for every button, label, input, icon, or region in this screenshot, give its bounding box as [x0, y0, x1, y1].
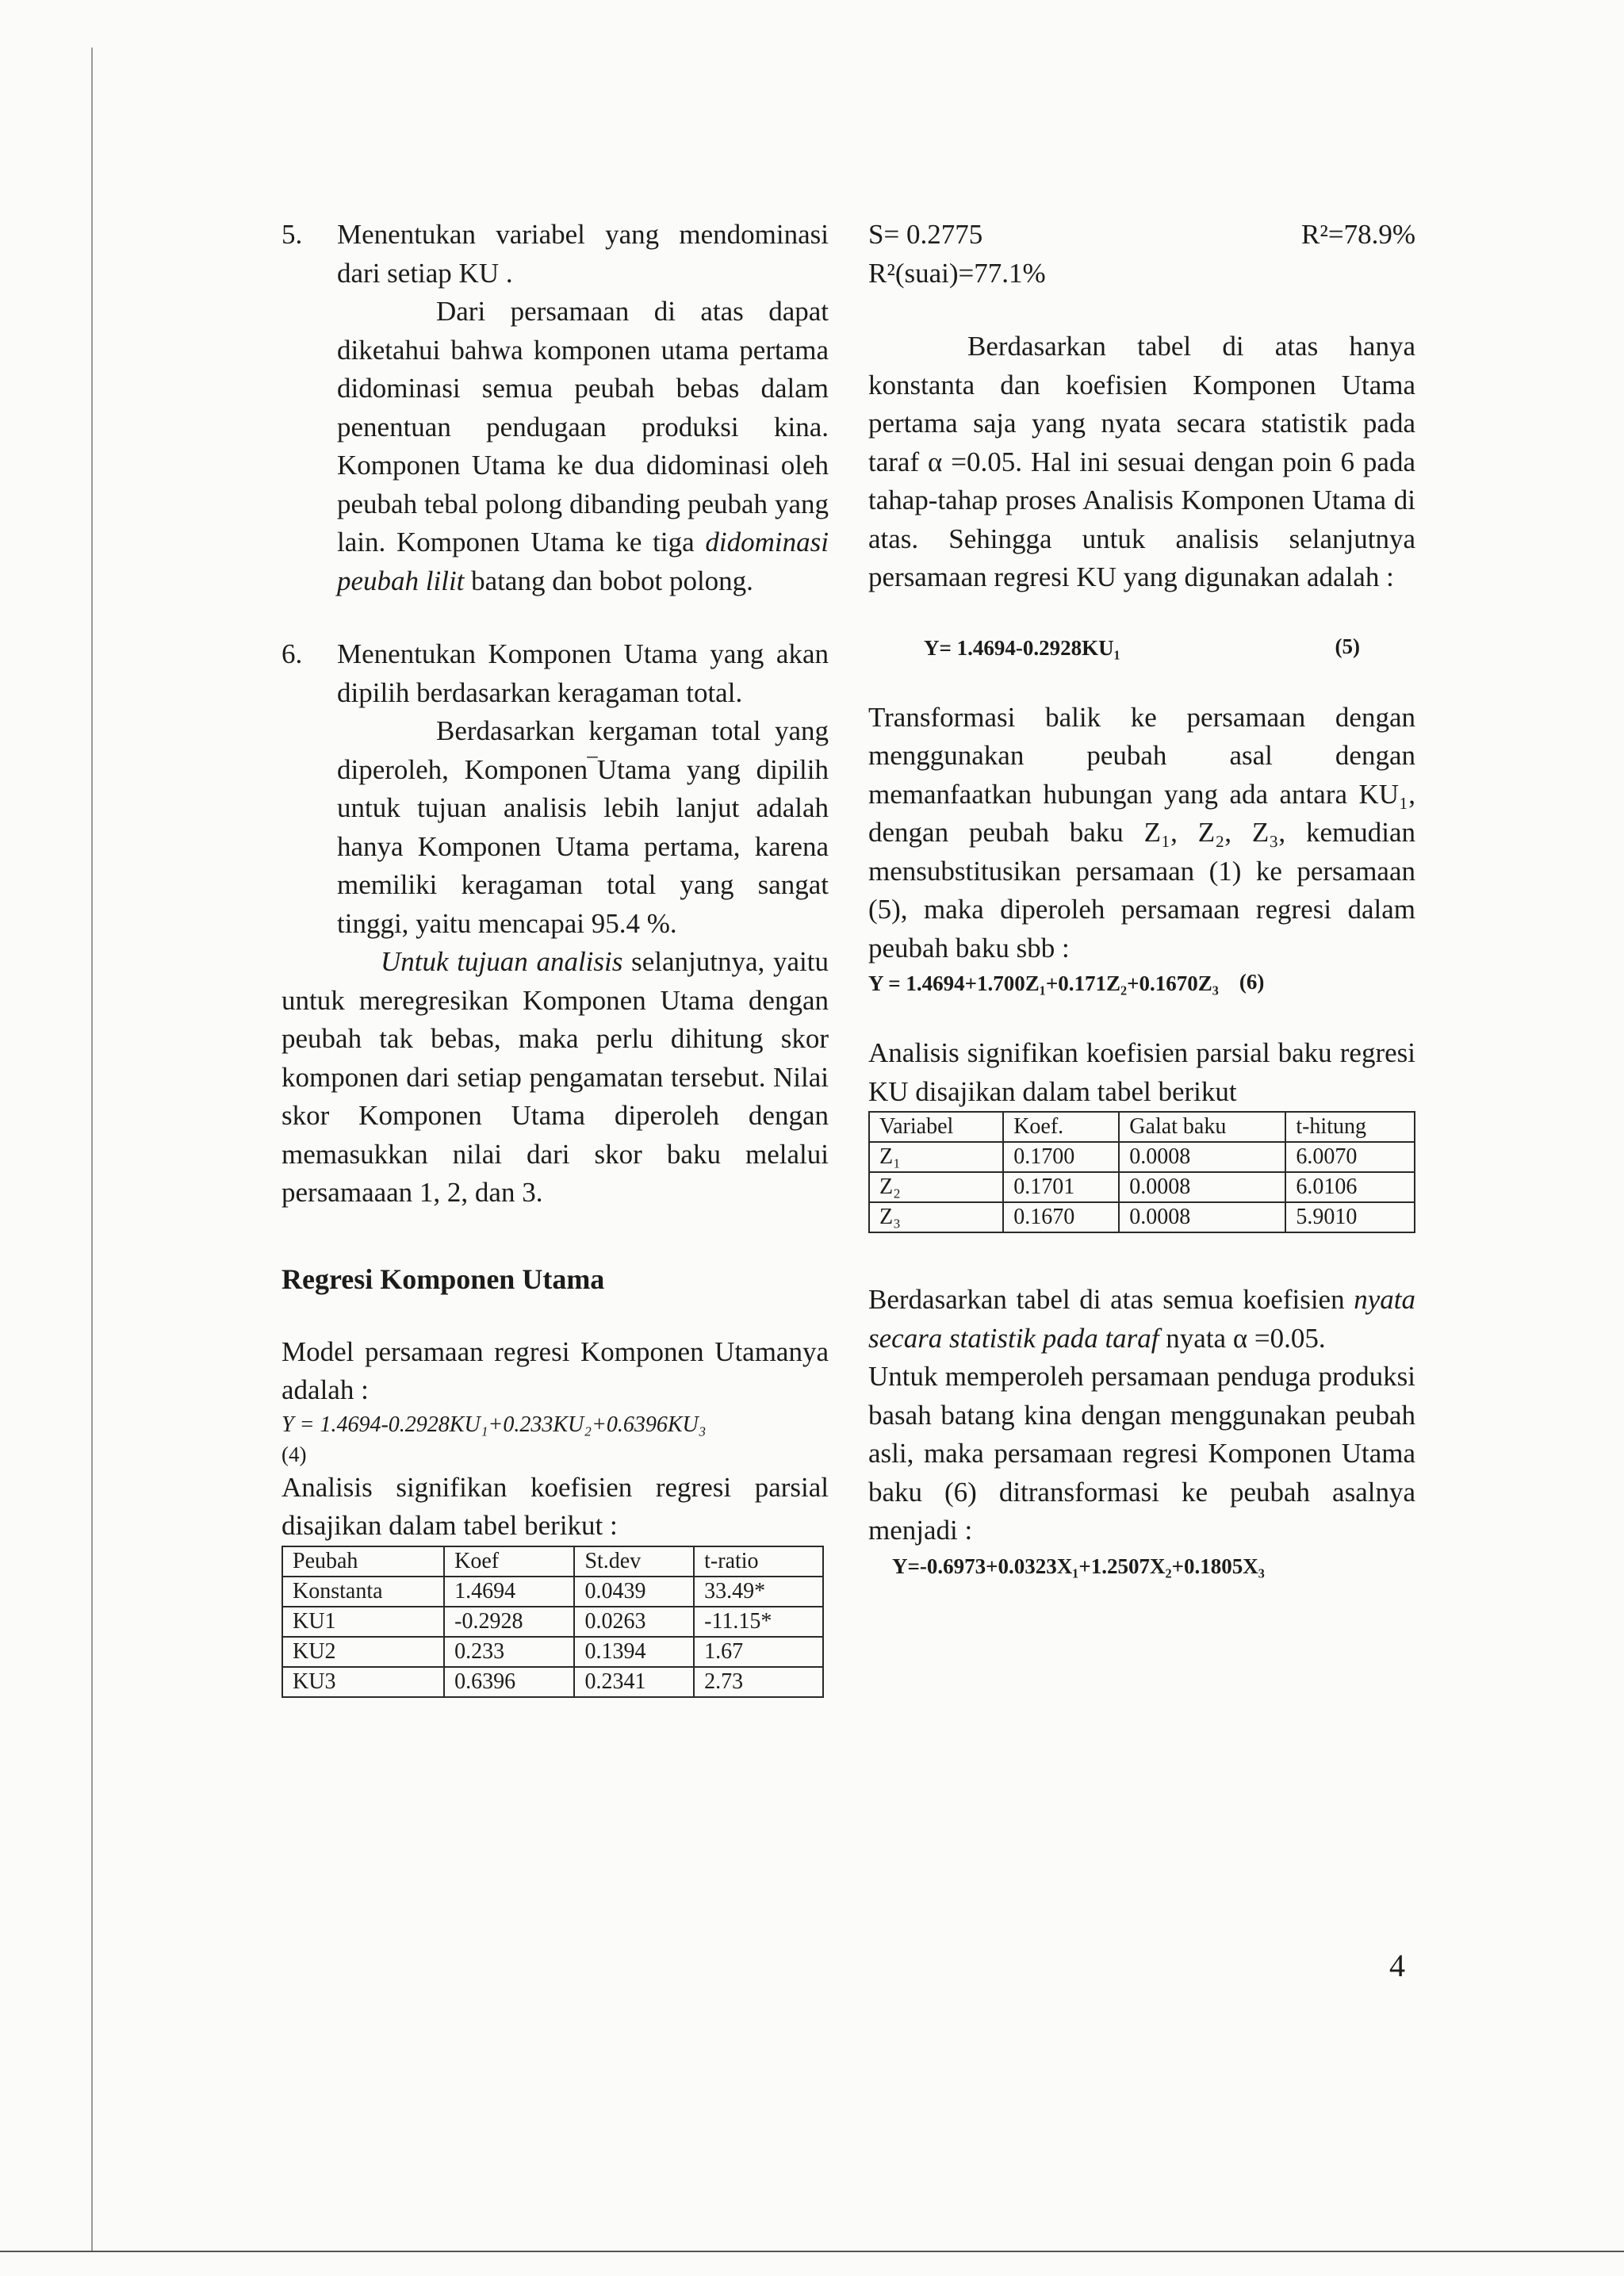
- equation-5-line: [868, 632, 1415, 664]
- table-cell: 5.9010: [1285, 1202, 1415, 1232]
- table-cell: 0.1701: [1003, 1172, 1119, 1202]
- based-on-table-paragraph: Berdasarkan tabel di atas hanya konstanta dan koefisien Komponen Utama pertama saja yang nyata secara statistik pada taraf α =0.05. Hal ini sesuai dengan poin 6 pada tahap-tahap proses Analisis Komponen Utama di atas. Sehingga untuk analisis selanjutnya persamaan regresi KU yang digunakan adalah :: [868, 331, 1415, 592]
- conclusion-paragraph: Berdasarkan tabel di atas semua koefisien nyata secara statistik pada taraf nyata α =0.05.: [868, 1284, 1415, 1354]
- table-row: [282, 1637, 823, 1667]
- equation-6-line: [868, 967, 1415, 999]
- table-cell: 0.0439: [574, 1577, 694, 1607]
- table-cell: 2.73: [694, 1667, 823, 1697]
- s-value: S= 0.2775: [868, 219, 983, 250]
- standardized-coefficient-table: [868, 1111, 1415, 1233]
- section-title: Regresi Komponen Utama: [282, 1263, 605, 1295]
- item-paragraph: Berdasarkan kergaman total yang diperoleh, Komponen‾Utama yang dipilih untuk tujuan analisis lebih lanjut adalah hanya Komponen Utama pertama, karena memiliki keragaman total yang sangat tinggi, yaitu mencapai 95.4 %.: [337, 715, 829, 939]
- final-paragraph: Untuk memperoleh persamaan penduga produksi basah batang kina dengan menggunakan peubah asli, maka persamaan regresi Komponen Utama baku (6) ditransformasi ke peubah asalnya menjadi :: [868, 1361, 1415, 1546]
- equation-6: Y = 1.4694+1.700Z₁+0.171Z₂+0.1670Z₃: [868, 971, 1219, 995]
- equation-4-number: (4): [282, 1442, 307, 1466]
- table-cell: 0.1394: [574, 1637, 694, 1667]
- equation-5-number: (5): [1335, 634, 1360, 658]
- item-heading: Menentukan Komponen Utama yang akan dipilih berdasarkan keragaman total.: [337, 638, 829, 708]
- table-cell: 1.67: [694, 1637, 823, 1667]
- equation-4: Y = 1.4694-0.2928KU₁+0.233KU₂+0.6396KU₃: [282, 1412, 707, 1437]
- item-heading: Menentukan variabel yang mendominasi dari setiap KU .: [337, 219, 829, 289]
- table-cell: -0.2928: [444, 1607, 574, 1637]
- analysis-paragraph: Analisis signifikan koefisien regresi parsial disajikan dalam tabel berikut :: [282, 1471, 829, 1541]
- table-cell: Konstanta: [282, 1577, 444, 1607]
- table-cell: KU3: [282, 1667, 444, 1697]
- table-cell: 1.4694: [444, 1577, 574, 1607]
- table-cell: 0.1670: [1003, 1202, 1119, 1232]
- table-header: St.dev: [574, 1546, 694, 1577]
- item-paragraph: Dari persamaan di atas dapat diketahui bahwa komponen utama pertama didominasi semua peubah bebas dalam penentuan pendugaan produksi kina. Komponen Utama ke dua didominasi oleh peubah tebal polong dibanding peubah yang lain. Komponen Utama ke tiga didominasi peubah lilit batang dan bobot polong.: [337, 296, 829, 596]
- list-item-5: [282, 216, 829, 600]
- equation-5: Y= 1.4694-0.2928KU₁: [924, 635, 1120, 660]
- table-header: Galat baku: [1119, 1112, 1285, 1142]
- table-cell: 0.0008: [1119, 1202, 1285, 1232]
- table-header: Koef: [444, 1546, 574, 1577]
- table-cell: 0.6396: [444, 1667, 574, 1697]
- r-squared-adjusted: R²(suai)=77.1%: [868, 257, 1046, 289]
- transform-paragraph: Transformasi balik ke persamaan dengan menggunakan peubah asal dengan memanfaatkan hubungan yang ada antara KU₁, dengan peubah baku Z₁, Z₂, Z₃, kemudian mensubstitusikan persamaan (1) ke persamaan (5), maka diperoleh persamaan regresi dalam peubah baku sbb :: [868, 701, 1415, 964]
- left-column: [282, 216, 829, 1698]
- table-cell: 0.2341: [574, 1667, 694, 1697]
- scan-margin-line: [91, 48, 93, 2252]
- table-header: t-hitung: [1285, 1112, 1415, 1142]
- fit-statistics: [868, 216, 1415, 255]
- table-cell: 0.1700: [1003, 1142, 1119, 1172]
- table-row: [282, 1607, 823, 1637]
- table-cell: -11.15*: [694, 1607, 823, 1637]
- table-cell: 6.0070: [1285, 1142, 1415, 1172]
- table-cell: Z₁: [869, 1142, 1003, 1172]
- table-header: Koef.: [1003, 1112, 1119, 1142]
- table-cell: 6.0106: [1285, 1172, 1415, 1202]
- table-cell: 0.233: [444, 1637, 574, 1667]
- right-column: [868, 216, 1415, 1582]
- list-item-6: [282, 635, 829, 1213]
- item-paragraph-continued: Untuk tujuan analisis selanjutnya, yaitu untuk meregresikan Komponen Utama dengan peubah tak bebas, maka perlu dihitung skor komponen dari setiap pengamatan tersebut. Nilai skor Komponen Utama diperoleh dengan memasukkan nilai dari skor baku melalui persamaaan 1, 2, dan 3.: [282, 946, 829, 1208]
- page-number: 4: [1389, 1948, 1405, 1983]
- model-paragraph: Model persamaan regresi Komponen Utamanya adalah :: [282, 1335, 829, 1405]
- table-row: [282, 1667, 823, 1697]
- table-header: t-ratio: [694, 1546, 823, 1577]
- analysis-paragraph: Analisis signifikan koefisien parsial baku regresi KU disajikan dalam tabel berikut: [868, 1037, 1415, 1107]
- table-cell: 0.0263: [574, 1607, 694, 1637]
- table-header-row: [282, 1546, 823, 1577]
- table-cell: 0.0008: [1119, 1142, 1285, 1172]
- table-cell: KU1: [282, 1607, 444, 1637]
- regression-table: [282, 1546, 824, 1698]
- table-cell: KU2: [282, 1637, 444, 1667]
- bottom-rule: [0, 2251, 1624, 2252]
- table-cell: 0.0008: [1119, 1172, 1285, 1202]
- table-header: Variabel: [869, 1112, 1003, 1142]
- list-number: 5.: [282, 219, 303, 250]
- table-cell: Z₃: [869, 1202, 1003, 1232]
- r-squared: R²=78.9%: [1301, 219, 1415, 250]
- equation-6-number: (6): [1239, 970, 1265, 994]
- table-header-row: [869, 1112, 1415, 1142]
- final-equation: Y=-0.6973+0.0323X₁+1.2507X₂+0.1805X₃: [892, 1554, 1265, 1578]
- list-number: 6.: [282, 638, 303, 669]
- table-row: [869, 1172, 1415, 1202]
- table-row: [869, 1142, 1415, 1172]
- table-cell: 33.49*: [694, 1577, 823, 1607]
- table-cell: Z₂: [869, 1172, 1003, 1202]
- table-header: Peubah: [282, 1546, 444, 1577]
- table-row: [282, 1577, 823, 1607]
- table-row: [869, 1202, 1415, 1232]
